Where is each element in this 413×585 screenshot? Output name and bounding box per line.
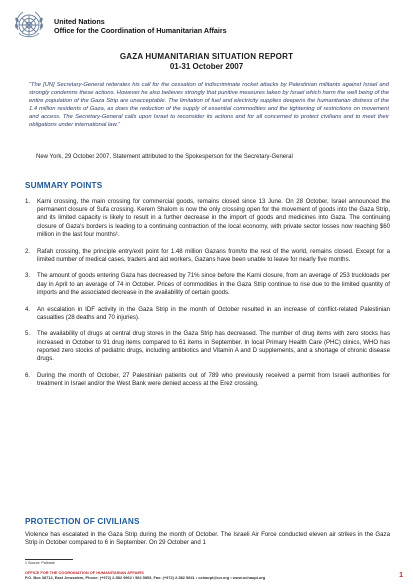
report-title: GAZA HUMANITARIAN SITUATION REPORT [119,52,294,61]
point-text: Rafah crossing, the principle entry/exit point for 1.48 million Gazans from/to the rest of the world, remains closed. Except for a limited number of medical cases, traders and aid workers, Gazans have been unable to leave for nearly five months. [37,247,390,263]
footer-office: OFFICE FOR THE COORDINATION OF HUMANITARIAN AFFAIRS [25,570,144,575]
summary-points-heading: SUMMARY POINTS [25,181,103,190]
page-number: 1 [399,572,403,579]
summary-point [25,372,390,388]
summary-point [25,272,390,297]
point-number: 1. [25,198,31,205]
summary-points-list [25,198,390,397]
protection-paragraph: Violence has escalated in the Gaza Strip during the month of October. The Israeli Air Force conducted eleven air strikes in the Gaza Strip in October compared to 6 in September. On 29 October and 1 [25,531,390,547]
summary-point [25,198,390,239]
page-footer [25,570,375,580]
report-date: 01-31 October 2007 [169,62,244,71]
point-number: 4. [25,305,31,313]
footnote: 1 Source: Paltrade [25,561,55,565]
quote-source: New York, 29 October 2007, Statement attributed to the Spokesperson for the Secretary-General [36,154,293,160]
summary-point [25,330,390,363]
point-text: During the month of October, 27 Palestinian patients out of 789 who previously received a permit from Israeli authorities for treatment in Israel and/or the West Bank were denied access at the Erez crossing. [37,371,390,387]
point-text: An escalation in IDF activity in the Gaza Strip in the month of October resulted in an increase of conflict-related Palestinian casualties (28 deaths and 70 injuries). [37,305,390,321]
office-name: Office for the Coordination of Humanitarian Affairs [54,26,227,35]
summary-point [25,248,390,264]
organization-name-block [54,17,227,35]
protection-of-civilians-heading: PROTECTION OF CIVILIANS [25,517,140,526]
secretary-general-quote: “The [UN] Secretary-General reiterates his call for the cessation of indiscriminate rocket attacks by Palestinian militants against Israel and strongly condemns these actions. However he also believes strongly that punitive measures taken by Israel which harm the well being of the entire population of the Gaza Strip are unacceptable. The limitation of fuel and electricity supplies deepens the humanitarian distress of the 1.4 million residents of Gaza, as does the reduction of the supply of essential commodities and the tightening of restrictions on movement and access. The Secretary-General calls upon Israel to reconsider its actions and for all concerned to protect civilians and to meet their obligations under international law.” [29,82,389,128]
point-text: The availability of drugs at central drug stores in the Gaza Strip has decreased. The number of drug items with zero stocks has increased in October to 91 drug items compared to 61 items in September. In local Primary Health Care (PHC) clinics, WHO has reported zero stocks of pediatric drugs, including antibiotics and Vitamin A and D supplements, and a shortage of chronic disease drugs. [37,330,390,363]
point-text: Karni crossing, the main crossing for commercial goods, remains closed since 13 June. On 28 October, Israel announced the permanent closure of Sufa crossing. Kerem Shalom is now the only crossing open for the movement of goods into the Gaza Strip, and its limited capacity is likely to result in a further decrease in the import of goods and medicines into Gaza. The continuing closure of Gaza's borders is leading to a continuing contraction of the local economy, with private sector losses now reaching $60 million in the last four months¹. [37,198,390,238]
point-text: The amount of goods entering Gaza has decreased by 71% since before the Karni closure, from an average of 253 truckloads per day in April to an average of 74 in October. Prices of commodities in the Gaza Strip continue to rise due to the limited quantity of imports and the associated decrease in the availability of certain goods. [37,272,390,296]
point-number: 2. [25,247,31,255]
point-number: 6. [25,371,31,379]
footnote-divider [25,559,73,560]
point-number: 5. [25,330,31,338]
title-block [0,52,413,72]
letterhead [12,8,401,48]
summary-point [25,306,390,322]
footer-contact: P.O. Box 38712, East Jerusalem, Phone: (+972) 2-582 9962 / 582 5853, Fax: (+972) 2-582 5841 • ochaopt@un.org • www.ochaopt.org [25,575,266,580]
point-number: 3. [25,272,31,280]
organization-name: United Nations [54,17,105,26]
un-emblem-icon [12,8,46,42]
